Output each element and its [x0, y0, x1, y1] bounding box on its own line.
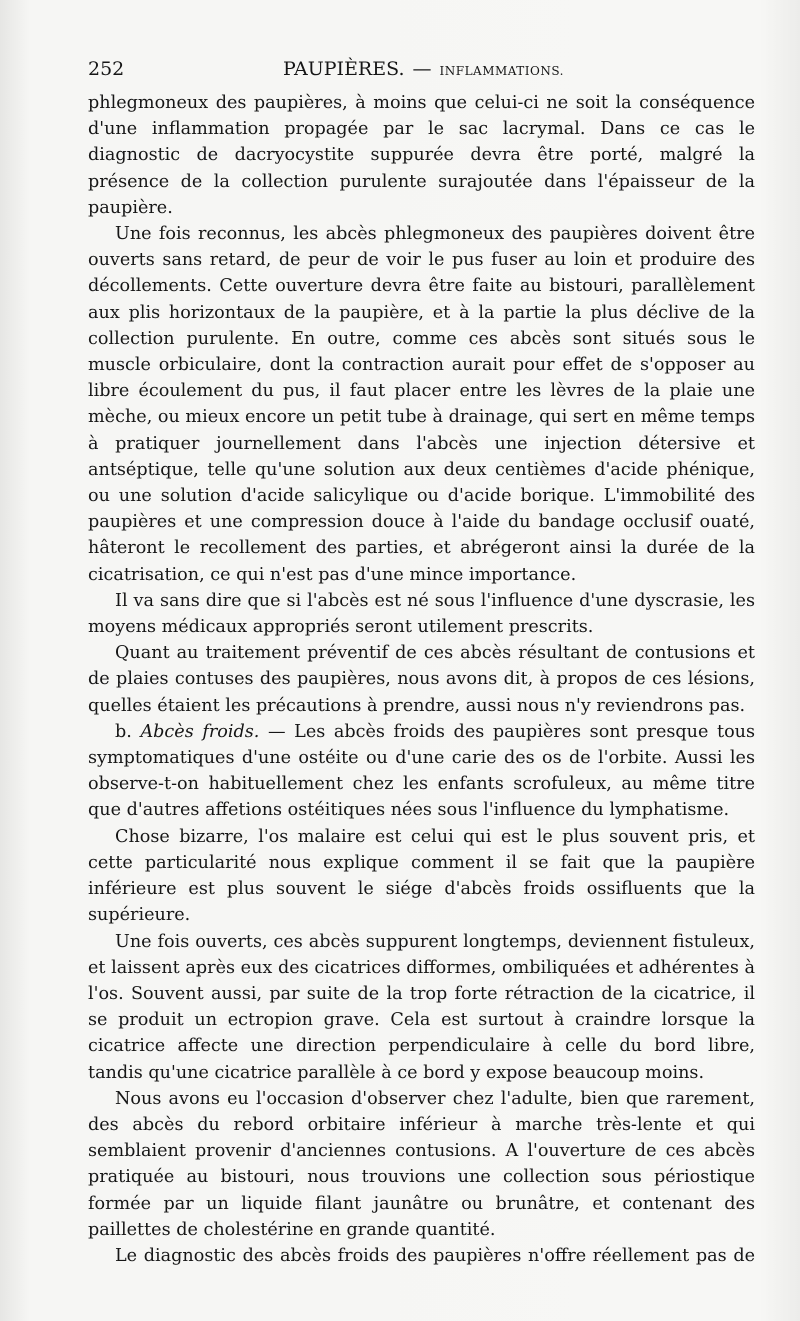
heading-dash: —: [267, 721, 286, 742]
paragraph: Le diagnostic des abcès froids des paupières n'offre réellement pas de: [115, 1245, 755, 1266]
page-body: [88, 90, 755, 1269]
paragraph: Chose bizarre, l'os malaire est celui qui est le plus souvent pris, et cette particularité nous explique comment il se fait que la paupière inférieure est plus souvent le siége d'abcès froids ossifluents que la supérieure.: [88, 826, 755, 926]
paragraph: Une fois ouverts, ces abcès suppurent longtemps, deviennent fistuleux, et laissent après eux des cicatrices difformes, ombiliquées et adhérentes à l'os. Souvent aussi, par suite de la trop forte rétraction de la cicatrice, il se produit un ectropion grave. Cela est surtout à craindre lorsque la cicatrice affecte une direction perpendiculaire à celle du bord libre, tandis qu'une cicatrice parallèle à ce bord y expose beaucoup moins.: [88, 931, 755, 1083]
title-separator: —: [412, 58, 432, 80]
section-text: Les abcès froids des paupières sont presque tous symptomatiques d'une ostéite ou d'une carie des os de l'orbite. Aussi les observe-t-on habituellement chez les enfants scrofuleux, au même titre que d'autres affetions ostéitiques nées sous l'influence du lymphatisme.: [88, 721, 756, 821]
section-label: b.: [115, 721, 132, 742]
page-header: [88, 58, 754, 88]
section-subtitle: INFLAMMATIONS.: [439, 64, 564, 78]
paragraph: Une fois reconnus, les abcès phlegmoneux des paupières doivent être ouverts sans retard, de peur de voir le pus fuser au loin et produire des décollements. Cette ouverture devra être faite au bistouri, parallèlement aux plis horizontaux de la paupière, et à la partie la plus déclive de la collection purulente. En outre, comme ces abcès sont situés sous le muscle orbiculaire, dont la contraction aurait pour effet de s'opposer au libre écoulement du pus, il faut placer entre les lèvres de la plaie une mèche, ou mieux encore un petit tube à drainage, qui sert en même temps à pratiquer journellement dans l'abcès une injection détersive et antséptique, telle qu'une solution aux deux centièmes d'acide phénique, ou une solution d'acide salicylique ou d'acide borique. L'immobilité des paupières et une compression douce à l'aide du bandage occlusif ouaté, hâteront le recollement des parties, et abrégeront ainsi la durée de la cicatrisation, ce qui n'est pas d'une mince importance.: [88, 224, 755, 585]
page-number: 252: [88, 58, 125, 80]
section-b-paragraph: [88, 719, 755, 824]
chapter-title: PAUPIÈRES.: [283, 58, 405, 80]
paragraph: Nous avons eu l'occasion d'observer chez l'adulte, bien que rarement, des abcès du rebord orbitaire inférieur à marche très-lente et qui semblaient provenir d'anciennes contusions. A l'ouverture de ces abcès pratiquée au bistouri, nous trouvions une collection sous périostique formée par un liquide filant jaunâtre ou brunâtre, et contenant des paillettes de cholestérine en grande quantité.: [88, 1088, 755, 1240]
paragraph: phlegmoneux des paupières, à moins que celui-ci ne soit la conséquence d'une inflammation propagée par le sac lacrymal. Dans ce cas le diagnostic de dacryocystite suppurée devra être porté, malgré la présence de la collection purulente surajoutée dans l'épaisseur de la paupière.: [88, 93, 755, 218]
paragraph: Il va sans dire que si l'abcès est né sous l'influence d'une dyscrasie, les moyens médicaux appropriés seront utilement prescrits.: [88, 590, 755, 638]
section-heading: Abcès froids.: [140, 721, 260, 742]
running-title: [283, 58, 564, 80]
paragraph: Quant au traitement préventif de ces abcès résultant de contusions et de plaies contuses des paupières, nous avons dit, à propos de ces lésions, quelles étaient les précautions à prendre, aussi nous n'y reviendrons pas.: [88, 643, 755, 716]
